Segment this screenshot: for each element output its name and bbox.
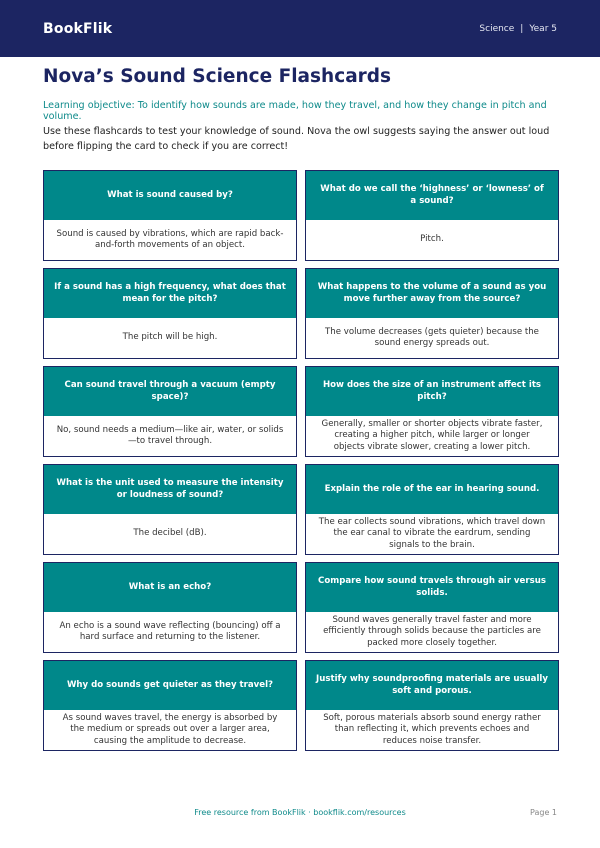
breadcrumb-separator: | bbox=[520, 23, 524, 34]
flashcard[interactable] bbox=[305, 268, 559, 359]
flashcard[interactable] bbox=[305, 366, 559, 457]
flashcard-answer: Sound waves generally travel faster and more efficiently through solids because the particles are packed more closely together. bbox=[323, 614, 541, 648]
flashcard[interactable] bbox=[43, 170, 297, 261]
flashcard-answer: The pitch will be high. bbox=[122, 332, 218, 343]
flashcard[interactable] bbox=[305, 170, 559, 261]
flashcard-answer: As sound waves travel, the energy is absorbed by the medium or spreads out over a larger area, causing the amplitude to decrease. bbox=[62, 712, 278, 746]
flashcard-question: What is sound caused by? bbox=[44, 171, 296, 220]
page-number: Page 1 bbox=[530, 808, 557, 817]
flashcard-answer: No, sound needs a medium—like air, water, or solids—to travel through. bbox=[56, 424, 284, 446]
flashcard-answer: The ear collects sound vibrations, which travel down the ear canal to vibrate the eardrum, sending signals to the brain. bbox=[318, 516, 546, 550]
flashcard-grid bbox=[43, 170, 558, 751]
flashcard[interactable] bbox=[43, 660, 297, 751]
flashcard[interactable] bbox=[43, 562, 297, 653]
breadcrumb bbox=[479, 24, 557, 34]
flashcard[interactable] bbox=[43, 464, 297, 555]
flashcard-question: What do we call the ‘highness’ or ‘lowness’ of a sound? bbox=[306, 171, 558, 220]
flashcard[interactable] bbox=[43, 366, 297, 457]
flashcard-question: What is an echo? bbox=[44, 563, 296, 612]
flashcard-question: How does the size of an instrument affect its pitch? bbox=[306, 367, 558, 416]
page-title: Nova’s Sound Science Flashcards bbox=[43, 66, 392, 87]
flashcard-answer: An echo is a sound wave reflecting (bouncing) off a hard surface and returning to the listener. bbox=[59, 620, 281, 642]
flashcard-answer: The decibel (dB). bbox=[133, 528, 207, 539]
flashcard[interactable] bbox=[43, 268, 297, 359]
flashcard-answer: The volume decreases (gets quieter) because the sound energy spreads out. bbox=[325, 326, 539, 348]
flashcard[interactable] bbox=[305, 562, 559, 653]
top-bar bbox=[0, 0, 600, 57]
flashcard-question: Compare how sound travels through air versus solids. bbox=[306, 563, 558, 612]
flashcard-answer: Soft, porous materials absorb sound energy rather than reflecting it, which prevents echoes and reduces noise transfer. bbox=[323, 712, 541, 746]
year-label: Year 5 bbox=[529, 23, 557, 34]
intro-text: Use these flashcards to test your knowledge of sound. Nova the owl suggests saying the answer out loud before flipping the card to check if you are correct! bbox=[43, 126, 550, 152]
flashcard-answer: Pitch. bbox=[420, 234, 444, 245]
flashcard[interactable] bbox=[305, 464, 559, 555]
learning-objective: Learning objective: To identify how sounds are made, how they travel, and how they change in pitch and volume. bbox=[43, 100, 547, 122]
flashcard-question: Explain the role of the ear in hearing sound. bbox=[306, 465, 558, 514]
footer-link[interactable]: Free resource from BookFlik · bookflik.com/resources bbox=[194, 808, 406, 817]
flashcard-question: What happens to the volume of a sound as you move further away from the source? bbox=[306, 269, 558, 318]
flashcard-question: If a sound has a high frequency, what does that mean for the pitch? bbox=[44, 269, 296, 318]
flashcard-question: Can sound travel through a vacuum (empty space)? bbox=[44, 367, 296, 416]
flashcard-answer: Sound is caused by vibrations, which are rapid back-and-forth movements of an object. bbox=[56, 228, 284, 250]
flashcard-question: What is the unit used to measure the intensity or loudness of sound? bbox=[44, 465, 296, 514]
flashcard-question: Justify why soundproofing materials are usually soft and porous. bbox=[306, 661, 558, 710]
flashcard-question: Why do sounds get quieter as they travel? bbox=[44, 661, 296, 710]
flashcard[interactable] bbox=[305, 660, 559, 751]
subject-label: Science bbox=[479, 23, 515, 34]
flashcard-answer: Generally, smaller or shorter objects vibrate faster, creating a higher pitch, while larger or longer objects vibrate slower, creating a lower pitch. bbox=[321, 418, 543, 452]
brand-logo-text[interactable]: BookFlik bbox=[43, 20, 113, 37]
